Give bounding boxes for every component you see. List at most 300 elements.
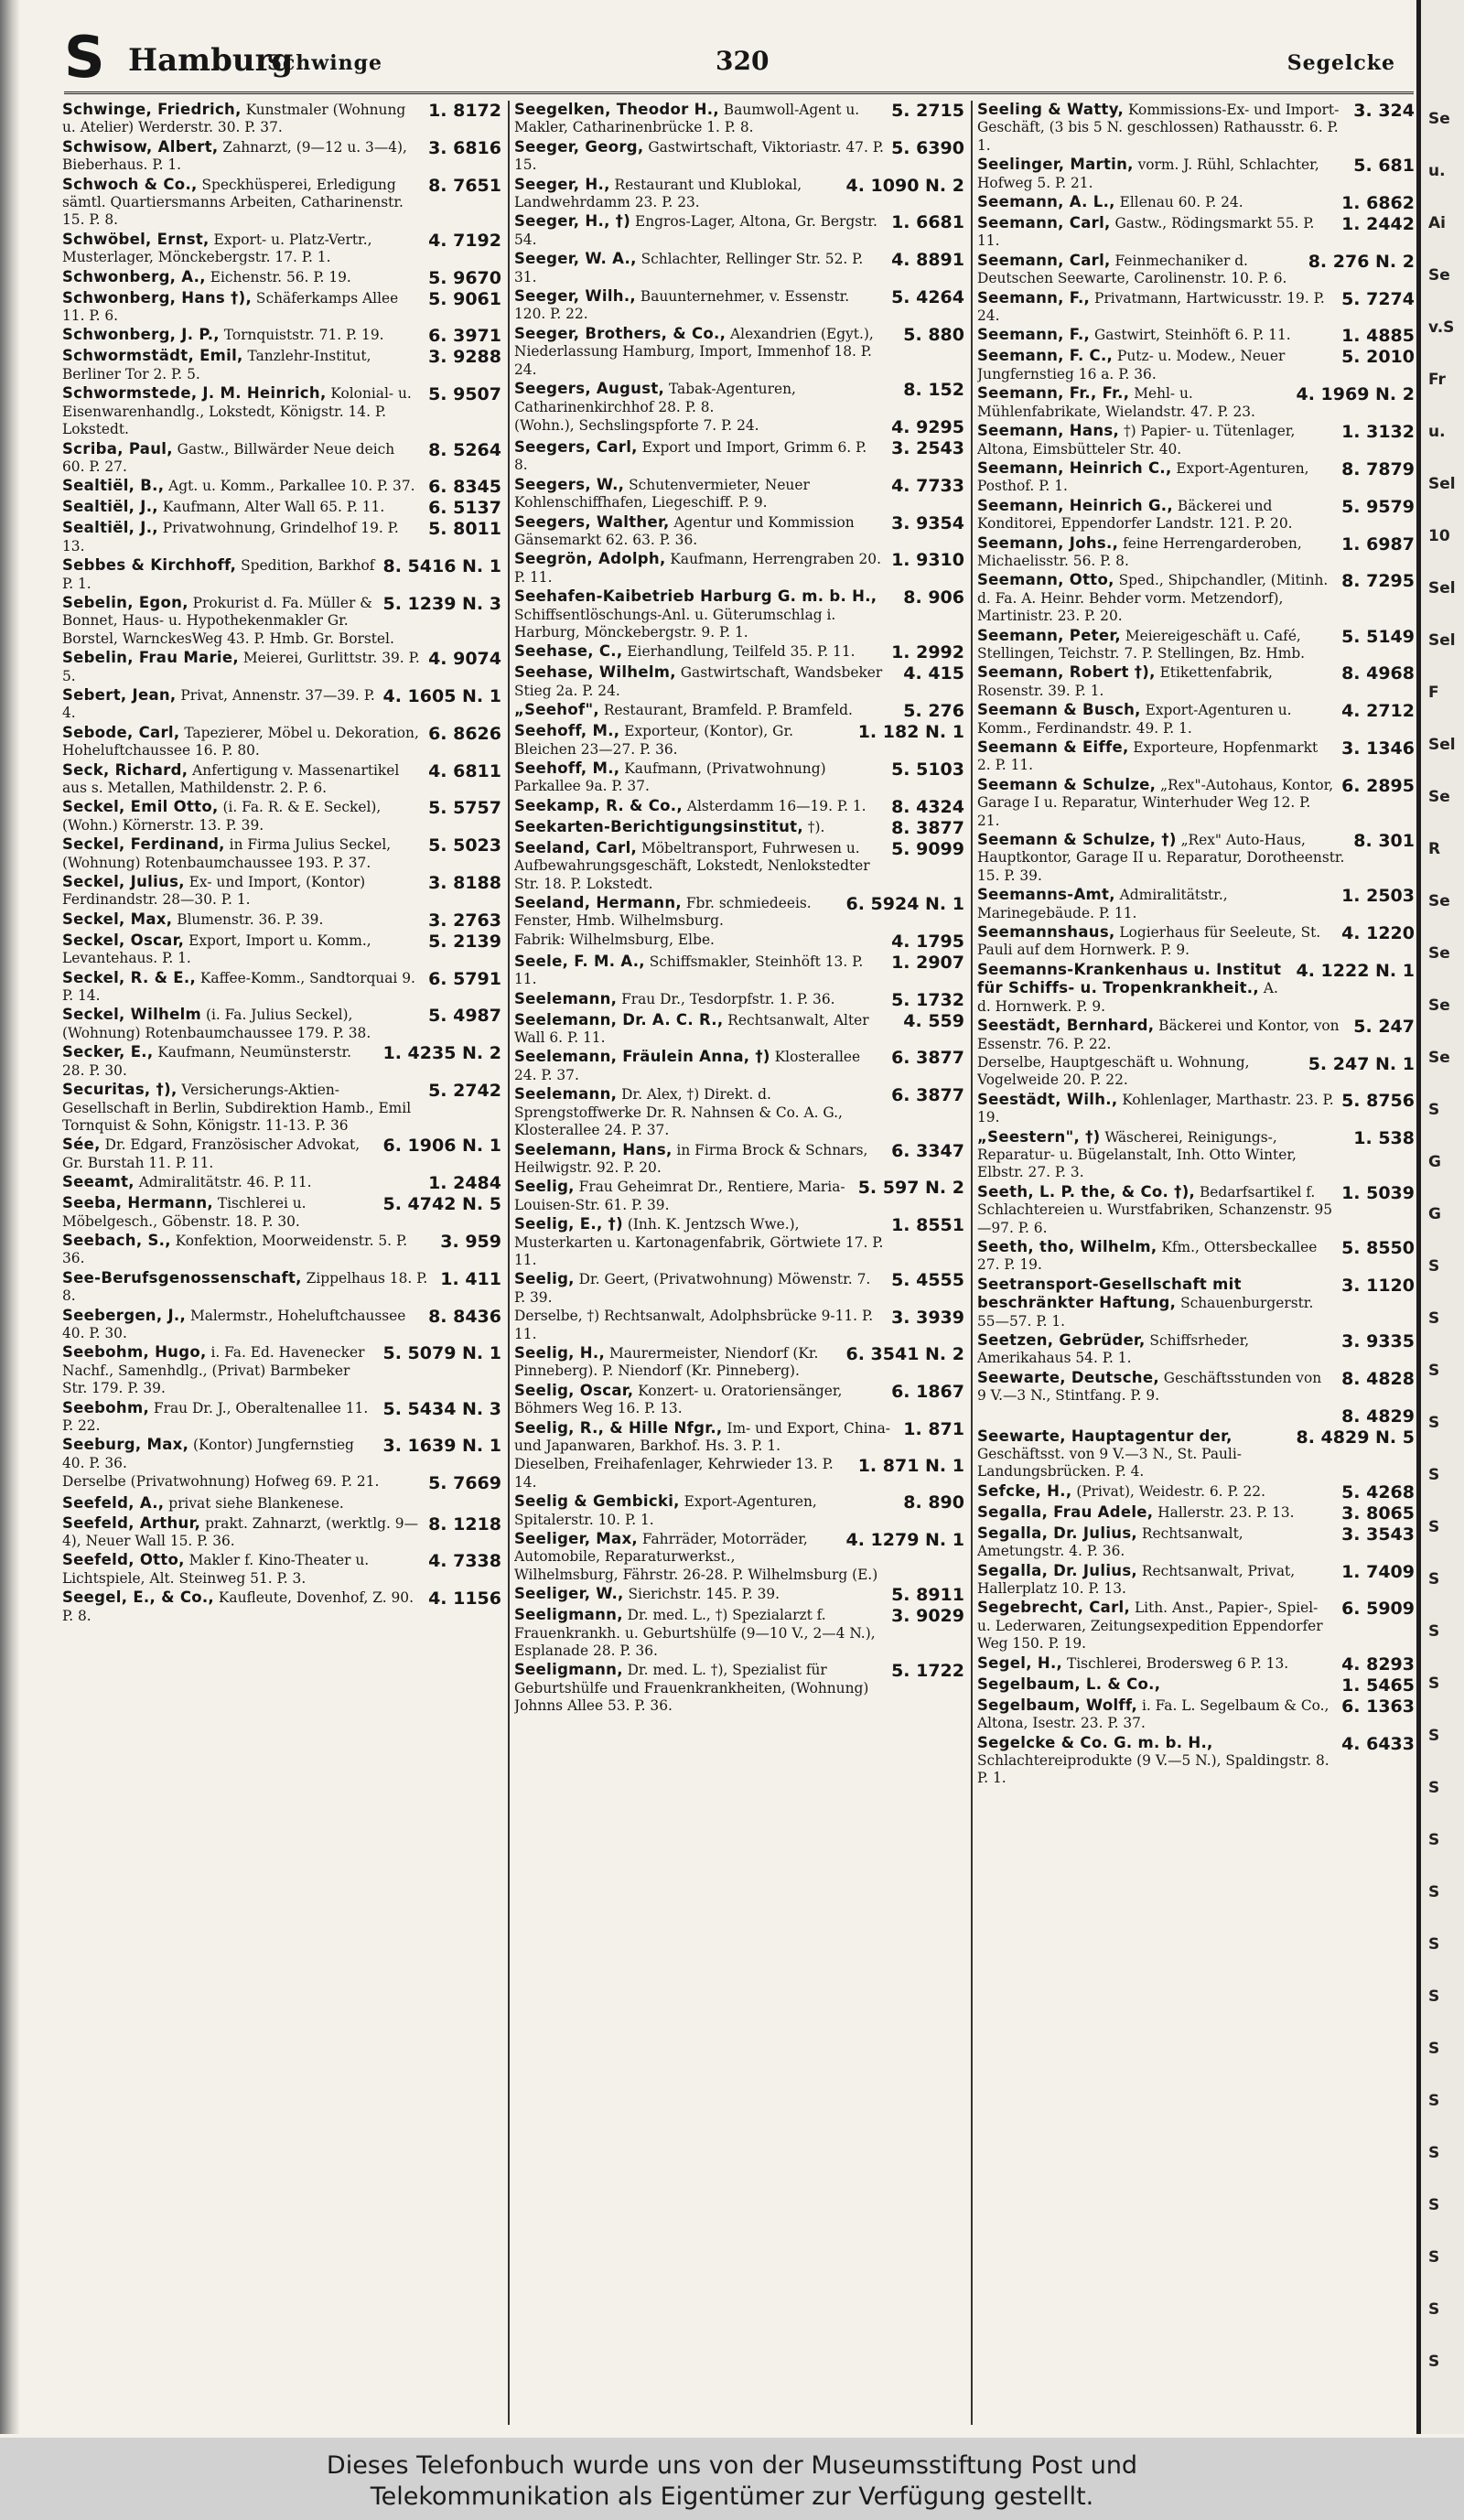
directory-entry xyxy=(62,477,501,497)
entry-name: Sebbes & Kirchhoff, xyxy=(62,556,237,575)
entry-phone: 1. 2503 xyxy=(1334,886,1415,906)
directory-entry xyxy=(514,818,964,838)
directory-entry xyxy=(977,497,1415,533)
entry-phone: 4. 1220 xyxy=(1334,923,1415,943)
entry-details: prakt. Zahnarzt, (werktlg. 9—4), Neuer Wall 15. P. 36. xyxy=(62,1514,418,1550)
first-keyword: Schwinge xyxy=(267,51,382,75)
entry-phone: 3. 2763 xyxy=(421,910,501,931)
directory-entry xyxy=(62,1043,501,1080)
directory-entry xyxy=(62,519,501,555)
entry-details: Export-Agenturen, Spitalerstr. 10. P. 1. xyxy=(514,1493,817,1528)
edge-fragment: Se xyxy=(1428,944,1450,963)
entry-name: Seefeld, Arthur, xyxy=(62,1513,201,1532)
entry-phone: 1. 8172 xyxy=(421,101,501,121)
entry-name: Seehoff, M., xyxy=(514,722,620,740)
directory-entry xyxy=(62,1343,501,1397)
entry-name: Seegers, Carl, xyxy=(514,437,638,456)
entry-name: Segalla, Frau Adele, xyxy=(977,1502,1154,1521)
entry-details: i. Fa. Ed. Havenecker Nachf., Samenhdlg., (Privat) Barmbeker Str. 179. P. 39. xyxy=(62,1344,365,1397)
entry-details: Schlachtereiprodukte (9 V.—5 N.), Spaldingstr. 8. P. 1. xyxy=(977,1751,1329,1787)
entry-phone: 3. 1639 N. 1 xyxy=(375,1436,501,1456)
edge-fragment: S xyxy=(1428,2092,1440,2110)
directory-entry xyxy=(62,1588,501,1625)
entry-name: Seele, F. M. A., xyxy=(514,952,645,970)
entry-phone: 6. 3877 xyxy=(884,1048,964,1068)
directory-entry xyxy=(977,1238,1415,1275)
directory-entry xyxy=(62,176,501,230)
entry-details: Meiereigeschäft u. Café, Stellingen, Teichstr. 7. P. Stellingen, Bz. Hmb. xyxy=(977,627,1306,662)
entry-details: Schiffsmakler, Steinhöft 13. P. 11. xyxy=(514,953,864,988)
entry-details: Schäferkamps Allee 11. P. 6. xyxy=(62,289,399,325)
entry-phone: 4. 9295 xyxy=(884,417,964,437)
entry-details: Privatmann, Hartwicusstr. 19. P. 24. xyxy=(977,289,1325,325)
entry-name: Seelemann, xyxy=(514,989,618,1007)
entry-details: Schiffsentlöschungs-Anl. u. Güterumschlag i. Harburg, Mönckebergstr. 9. P. 1. xyxy=(514,606,836,641)
directory-entry xyxy=(62,326,501,346)
entry-name: Segelcke & Co. G. m. b. H., xyxy=(977,1733,1213,1751)
edge-fragment: S xyxy=(1428,1101,1440,1119)
entry-name: Segebrecht, Carl, xyxy=(977,1599,1131,1617)
directory-entry xyxy=(977,961,1415,1016)
entry-details: Alsterdamm 16—19. P. 1. xyxy=(682,797,867,814)
entry-details: Derselbe (Privatwohnung) Hofweg 69. P. 21. xyxy=(62,1473,380,1491)
directory-entry xyxy=(514,797,964,817)
directory-entry xyxy=(977,776,1415,830)
entry-name: Seeliger, W., xyxy=(514,1585,624,1603)
entry-phone: 5. 2742 xyxy=(421,1081,501,1101)
entry-name: Seetzen, Gebrüder, xyxy=(977,1331,1146,1349)
entry-phone: 4. 8293 xyxy=(1334,1654,1415,1675)
entry-name: Seeliger, Max, xyxy=(514,1530,638,1548)
entry-phone: 6. 1906 N. 1 xyxy=(375,1136,501,1156)
entry-name: Schwöbel, Ernst, xyxy=(62,230,210,248)
entry-details: Malermstr., Hoheluftchaussee 40. P. 30. xyxy=(62,1307,406,1341)
entry-details: Fabrik: Wilhelmsburg, Elbe. xyxy=(514,931,715,948)
edge-fragment: S xyxy=(1428,1675,1440,1693)
entry-details: Putz- u. Modew., Neuer Jungfernstieg 16 a. P. 36. xyxy=(977,348,1286,382)
entry-name: Sebode, Carl, xyxy=(62,723,180,741)
entry-phone: 4. 8891 xyxy=(884,250,964,270)
entry-phone: 4. 7733 xyxy=(884,476,964,496)
entry-name: Seestädt, Wilh., xyxy=(977,1090,1118,1108)
entry-phone: 5. 5757 xyxy=(421,798,501,818)
directory-entry xyxy=(514,1492,964,1529)
directory-entry xyxy=(514,380,964,416)
directory-entry xyxy=(977,252,1415,288)
entry-name: Seeligmann, xyxy=(514,1606,623,1624)
directory-entry xyxy=(62,1194,501,1231)
entry-name: Seetransport-Gesellschaft mit beschränkter Haftung, xyxy=(977,1275,1242,1312)
entry-name: Seelig, R., & Hille Nfgr., xyxy=(514,1418,723,1437)
entry-phone: 6. 5924 N. 1 xyxy=(838,894,964,914)
entry-details: Restaurant und Klublokal, Landwehrdamm 23. P. 23. xyxy=(514,176,802,211)
entry-name: Seewarte, Deutsche, xyxy=(977,1368,1159,1386)
directory-entry xyxy=(977,1331,1415,1368)
entry-phone: 6. 1363 xyxy=(1334,1696,1415,1717)
directory-entry xyxy=(62,231,501,267)
entry-phone: 1. 6987 xyxy=(1334,534,1415,555)
entry-name: Seemann, Carl, xyxy=(977,251,1111,269)
neighbouring-page-edge xyxy=(1416,0,1464,2434)
directory-entry xyxy=(514,212,964,249)
entry-name: Segalla, Dr. Julius, xyxy=(977,1524,1138,1542)
entry-phone: 1. 5039 xyxy=(1334,1183,1415,1203)
directory-entry xyxy=(977,156,1415,192)
entry-details: Rechtsanwalt, Ametungstr. 4. P. 36. xyxy=(977,1524,1243,1560)
entry-name: Seemann, F., xyxy=(977,326,1091,344)
directory-entry xyxy=(514,438,964,475)
entry-phone: 5. 880 xyxy=(896,325,964,345)
edge-fragment: S xyxy=(1428,1570,1440,1588)
entry-name: Seckel, Max, xyxy=(62,910,173,928)
entry-details: Engros-Lager, Altona, Gr. Bergstr. 54. xyxy=(514,213,877,248)
directory-entry xyxy=(514,759,964,796)
entry-phone: 3. 324 xyxy=(1346,101,1415,121)
directory-entry xyxy=(514,250,964,286)
entry-name: Seehase, Wilhelm, xyxy=(514,663,676,682)
directory-entry xyxy=(977,627,1415,663)
entry-name: Securitas, †), xyxy=(62,1081,178,1099)
entry-name: Seegelken, Theodor H., xyxy=(514,101,719,118)
entry-phone: 1. 4235 N. 2 xyxy=(375,1043,501,1063)
entry-details: Ex- und Import, (Kontor) Ferdinandstr. 28—30. P. 1. xyxy=(62,874,366,909)
entry-name: Seehafen-Kaibetrieb Harburg G. m. b. H., xyxy=(514,587,877,606)
entry-details: „Rex"-Autohaus, Kontor, Garage I u. Reparatur, Winterhuder Weg 12. P. 21. xyxy=(977,776,1334,829)
entry-name: Seemann & Busch, xyxy=(977,701,1141,719)
entry-phone: 5. 2715 xyxy=(884,101,964,121)
entry-name: Seefeld, A., xyxy=(62,1494,165,1513)
entry-details: Export-Agenturen u. Komm., Ferdinandstr. 49. P. 1. xyxy=(977,702,1292,737)
directory-entry xyxy=(977,1675,1415,1696)
entry-name: Seelig, xyxy=(514,1178,575,1196)
entry-name: Seelig, E., †) xyxy=(514,1215,623,1233)
directory-entry xyxy=(977,214,1415,251)
entry-phone: 3. 9288 xyxy=(421,347,501,367)
entry-phone: 1. 871 N. 1 xyxy=(851,1456,964,1476)
entry-details: i. Fa. L. Segelbaum & Co., Altona, Isestr. 23. P. 37. xyxy=(977,1696,1329,1732)
entry-name: Sealtiël, J., xyxy=(62,519,158,537)
entry-name: Seckel, Wilhelm xyxy=(62,1006,202,1024)
entry-phone: 8. 4968 xyxy=(1334,663,1415,684)
entry-name: Seemanns-Amt, xyxy=(977,886,1115,904)
entry-phone: 4. 1795 xyxy=(884,932,964,952)
entry-phone: 4. 1090 N. 2 xyxy=(838,176,964,196)
entry-phone: 5. 9670 xyxy=(421,268,501,288)
entry-name: Schwonberg, A., xyxy=(62,267,206,285)
entry-details: Fbr. schmiedeeis. Fenster, Hmb. Wilhelmsburg. xyxy=(514,895,812,930)
entry-details: Schutenvermieter, Neuer Kohlenschiffhafen, Liegeschiff. P. 9. xyxy=(514,476,810,512)
directory-entry xyxy=(514,550,964,587)
entry-phone: 4. 6433 xyxy=(1334,1734,1415,1754)
directory-entry xyxy=(514,1270,964,1307)
entry-name: Seeger, Brothers, & Co., xyxy=(514,324,727,342)
entry-name: Seestädt, Bernhard, xyxy=(977,1017,1155,1035)
edge-fragment: F xyxy=(1428,684,1439,702)
directory-entry xyxy=(514,587,964,641)
entry-details: Derselbe, Hauptgeschäft u. Wohnung, Vogelweide 20. P. 22. xyxy=(977,1053,1250,1089)
entry-phone: 1. 2992 xyxy=(884,642,964,662)
entry-details: Geschäftsst. von 9 V.—3 N., St. Pauli-Landungsbrücken. P. 4. xyxy=(977,1446,1242,1481)
entry-name: Seemann, Carl, xyxy=(977,214,1111,232)
entry-name: Segelbaum, L. & Co., xyxy=(977,1675,1161,1693)
entry-details: Bedarfsartikel f. Schlachtereien u. Wurstfabriken, Schanzenstr. 95—97. P. 6. xyxy=(977,1183,1333,1236)
directory-entry xyxy=(977,1427,1415,1481)
entry-phone: 6. 8626 xyxy=(421,724,501,744)
entry-details: Schlachter, Rellinger Str. 52. P. 31. xyxy=(514,251,864,285)
directory-entry xyxy=(977,1696,1415,1733)
directory-entry xyxy=(62,1473,501,1493)
entry-phone: 1. 8551 xyxy=(884,1215,964,1235)
entry-details: (Privat), Weidestr. 6. P. 22. xyxy=(1071,1482,1265,1500)
directory-entry xyxy=(977,101,1415,155)
entry-name: Seemanns-Krankenhaus u. Institut für Schiffs- u. Tropenkrankheit., xyxy=(977,960,1282,997)
entry-name: Seemann, A. L., xyxy=(977,193,1115,211)
entry-details: Feinmechaniker d. Deutschen Seewarte, Carolinenstr. 10. P. 6. xyxy=(977,252,1287,287)
directory-entry xyxy=(977,347,1415,383)
entry-details: (i. Fa. Julius Seckel), (Wohnung) Rotenbaumchaussee 179. P. 38. xyxy=(62,1007,371,1041)
footer-banner xyxy=(0,2438,1464,2520)
entry-phone: 5. 247 xyxy=(1346,1017,1415,1037)
entry-details: Möbeltransport, Fuhrwesen u. Aufbewahrungsgeschäft, Lokstedt, Nenlokstedter Str. 18. P. Lokstedt. xyxy=(514,839,870,892)
entry-phone: 3. 959 xyxy=(433,1232,501,1252)
edge-fragment: S xyxy=(1428,2144,1440,2162)
entry-phone: 8. 4829 xyxy=(1334,1406,1415,1427)
entry-name: Seemann, Robert †), xyxy=(977,663,1156,682)
directory-entry xyxy=(62,1173,501,1193)
entry-phone: 5. 5149 xyxy=(1334,627,1415,647)
directory-entry xyxy=(62,873,501,910)
directory-entry xyxy=(62,594,501,648)
entry-details: Etikettenfabrik, Rosenstr. 39. P. 1. xyxy=(977,664,1273,699)
entry-details: Zahnarzt, (9—12 u. 3—4), Bieberhaus. P. 1. xyxy=(62,138,407,174)
directory-entry xyxy=(514,1308,964,1343)
directory-entry xyxy=(514,287,964,324)
entry-details: Admiralitätstr., Marinegebäude. P. 11. xyxy=(977,887,1228,921)
directory-entry xyxy=(514,101,964,137)
entry-details: in Firma Brock & Schnars, Heilwigstr. 92. P. 20. xyxy=(514,1141,868,1176)
entry-phone: 5. 4264 xyxy=(884,287,964,307)
edge-fragment: Sel xyxy=(1428,475,1456,493)
entry-name: Scriba, Paul, xyxy=(62,439,173,458)
entry-phone: 4. 1279 N. 1 xyxy=(838,1530,964,1550)
entry-name: Sebelin, Frau Marie, xyxy=(62,649,239,667)
directory-entry xyxy=(62,347,501,383)
entry-phone: 3. 9354 xyxy=(884,513,964,533)
entry-phone: 8. 276 N. 2 xyxy=(1301,252,1415,272)
directory-entry xyxy=(977,738,1415,775)
entry-phone: 5. 1732 xyxy=(884,990,964,1010)
entry-details: Export- u. Platz-Vertr., Musterlager, Mönckebergstr. 17. P. 1. xyxy=(62,231,372,266)
directory-entry xyxy=(62,1399,501,1436)
directory-entry xyxy=(514,513,964,550)
directory-entry xyxy=(514,417,964,437)
entry-details: Gastwirtschaft, Wandsbeker Stieg 2a. P. 24. xyxy=(514,664,883,699)
entry-details: Konfektion, Moorweidenstr. 5. P. 36. xyxy=(62,1232,408,1267)
entry-details: Export und Import, Grimm 6. P. 8. xyxy=(514,438,867,474)
entry-name: Seeba, Hermann, xyxy=(62,1194,213,1212)
entry-phone: 8. 1218 xyxy=(421,1514,501,1535)
entry-phone: 1. 2442 xyxy=(1334,214,1415,234)
entry-phone: 1. 411 xyxy=(433,1269,501,1289)
entry-name: Seckel, R. & E., xyxy=(62,968,197,986)
entry-name: Seckel, Oscar, xyxy=(62,931,185,949)
entry-phone: 4. 9074 xyxy=(421,649,501,669)
entry-details: Frau Dr., Tesdorpfstr. 1. P. 36. xyxy=(617,990,835,1007)
page-number: 320 xyxy=(716,46,770,76)
entry-name: Seelemann, Dr. A. C. R., xyxy=(514,1010,724,1028)
directory-entry xyxy=(514,1178,964,1214)
directory-entry xyxy=(62,101,501,137)
directory-entry xyxy=(514,701,964,721)
directory-entry xyxy=(62,1006,501,1042)
directory-entry xyxy=(977,571,1415,625)
entry-details: Kaufleute, Dovenhof, Z. 90. P. 8. xyxy=(62,1589,414,1624)
directory-entry xyxy=(62,686,501,723)
directory-entry xyxy=(977,534,1415,571)
last-keyword: Segelcke xyxy=(1286,51,1395,75)
directory-entry xyxy=(514,1344,964,1381)
entry-details: Kommissions-Ex- und Import-Geschäft, (3 bis 5 N. geschlossen) Rathausstr. 6. P. 1. xyxy=(977,102,1340,154)
edge-fragment: S xyxy=(1428,1935,1440,1954)
entry-phone: 6. 3347 xyxy=(884,1141,964,1161)
edge-fragment: Sel xyxy=(1428,736,1456,754)
edge-fragment: S xyxy=(1428,1831,1440,1849)
entry-phone: 4. 559 xyxy=(896,1011,964,1031)
entry-details: Makler f. Kino-Theater u. Lichtspiele, Alt. Steinweg 51. P. 3. xyxy=(62,1552,370,1587)
section-letter: S xyxy=(64,24,105,91)
directory-entry xyxy=(62,724,501,760)
entry-details: vorm. J. Rühl, Schlachter, Hofweg 5. P. 21. xyxy=(977,156,1319,191)
entry-phone: 4. 415 xyxy=(896,663,964,684)
footer-text xyxy=(0,2450,1464,2513)
entry-name: Sefcke, H., xyxy=(977,1481,1072,1500)
entry-name: Seeburg, Max, xyxy=(62,1436,189,1454)
entry-details: Schauenburgerstr. 55—57. P. 1. xyxy=(977,1295,1314,1330)
entry-phone: 8. 8436 xyxy=(421,1307,501,1327)
entry-details: Kaufmann, (Privatwohnung) Parkallee 9a. P. 37. xyxy=(514,760,826,795)
entry-details: Agentur und Kommission Gänsemarkt 62. 63. P. 36. xyxy=(514,513,855,548)
entry-phone: 3. 3543 xyxy=(1334,1524,1415,1545)
entry-name: Seemann, Hans, xyxy=(977,422,1120,440)
entry-details: Dr. Edgard, Französischer Advokat, Gr. Burstah 11. P. 11. xyxy=(62,1136,361,1171)
entry-details: Dr. med. L. †), Spezialist für Geburtshülfe und Frauenkrankheiten, (Wohnung) Johnns Allee 53. P. 36. xyxy=(514,1662,869,1715)
entry-name: Seelemann, xyxy=(514,1085,618,1104)
entry-details: Derselbe, †) Rechtsanwalt, Adolphsbrücke 9-11. P. 11. xyxy=(514,1308,874,1342)
entry-phone: 3. 8188 xyxy=(421,873,501,893)
entry-phone: 6. 3971 xyxy=(421,326,501,346)
directory-entry xyxy=(514,1011,964,1048)
entry-phone: 8. 7879 xyxy=(1334,459,1415,479)
entry-phone: 4. 1156 xyxy=(421,1588,501,1609)
edge-fragment: u. xyxy=(1428,423,1446,441)
entry-name: Sée, xyxy=(62,1136,101,1154)
directory-entry xyxy=(977,1369,1415,1405)
entry-details: Sped., Shipchandler, (Mitinh. d. Fa. A. Heinr. Behder vorm. Metzendorf), Martinistr. 23. P. 20. xyxy=(977,572,1329,625)
edge-fragment: Se xyxy=(1428,110,1450,128)
directory-entry xyxy=(977,1599,1415,1653)
entry-name: Seelemann, Fräulein Anna, †) xyxy=(514,1048,770,1066)
column-divider xyxy=(508,101,510,2425)
entry-details: Maurermeister, Niendorf (Kr. Pinneberg). P. Niendorf (Kr. Pinneberg). xyxy=(514,1344,819,1380)
entry-name: Seemann & Schulze, xyxy=(977,775,1157,793)
directory-entry xyxy=(977,1276,1415,1330)
entry-phone: 4. 1222 N. 1 xyxy=(1288,961,1415,981)
entry-phone: 5. 8550 xyxy=(1334,1238,1415,1258)
directory-entry xyxy=(977,1091,1415,1127)
entry-name: Seeland, Carl, xyxy=(514,838,638,856)
column-divider xyxy=(971,101,973,2425)
directory-entry xyxy=(62,498,501,518)
entry-phone: 8. 301 xyxy=(1346,831,1415,851)
entry-details: Kfm., Ottersbeckallee 27. P. 19. xyxy=(977,1238,1318,1274)
entry-name: Seelinger, Martin, xyxy=(977,156,1134,174)
entry-name: Seebohm, xyxy=(62,1398,150,1416)
edge-fragment: S xyxy=(1428,1622,1440,1641)
entry-name: Seeger, Georg, xyxy=(514,137,644,156)
directory-entry xyxy=(977,384,1415,421)
entry-phone: 5. 5023 xyxy=(421,835,501,856)
edge-fragment: S xyxy=(1428,1987,1440,2006)
entry-phone: 5. 9099 xyxy=(884,839,964,859)
entry-phone: 8. 4828 xyxy=(1334,1369,1415,1389)
entry-details: Tischlerei u. Möbelgesch., Göbenstr. 18. P. 30. xyxy=(62,1195,307,1230)
entry-phone: 1. 182 N. 1 xyxy=(851,722,964,742)
footer-line-2: Telekommunikation als Eigentümer zur Verfügung gestellt. xyxy=(370,2482,1094,2511)
entry-details: Restaurant, Bramfeld. P. Bramfeld. xyxy=(598,702,853,719)
entry-phone: 6. 3877 xyxy=(884,1085,964,1105)
edge-fragment: S xyxy=(1428,2196,1440,2214)
entry-name: Seekarten-Berichtigungsinstitut, xyxy=(514,817,803,835)
edge-fragment: S xyxy=(1428,1466,1440,1484)
directory-entry xyxy=(514,138,964,175)
edge-fragment: S xyxy=(1428,2040,1440,2058)
entry-name: Segelbaum, Wolff, xyxy=(977,1696,1138,1714)
entry-name: Seckel, Julius, xyxy=(62,873,185,891)
directory-entry xyxy=(62,932,501,968)
edge-fragment: Se xyxy=(1428,1049,1450,1067)
entry-name: Seckel, Emil Otto, xyxy=(62,798,219,816)
entry-details: Kunstmaler (Wohnung u. Atelier) Werderstr. 30. P. 37. xyxy=(62,102,406,136)
entry-name: Segalla, Dr. Julius, xyxy=(977,1561,1138,1579)
edge-fragment: R xyxy=(1428,840,1441,858)
directory-entry xyxy=(514,1585,964,1605)
directory-entry xyxy=(977,663,1415,700)
entry-phone: 1. 871 xyxy=(896,1419,964,1439)
entry-name: Seemann & Schulze, †) xyxy=(977,831,1177,849)
edge-fragment: u. xyxy=(1428,162,1446,180)
entry-name: Seeling & Watty, xyxy=(977,101,1125,118)
directory-entry xyxy=(62,1307,501,1343)
entry-phone: 6. 5791 xyxy=(421,969,501,989)
directory-entry xyxy=(514,1456,964,1492)
entry-details: (Wohn.), Sechslingspforte 7. P. 24. xyxy=(514,416,759,434)
entry-details: Gastw., Rödingsmarkt 55. P. 11. xyxy=(977,215,1315,250)
edge-fragment: S xyxy=(1428,2353,1440,2371)
entry-details: Sierichstr. 145. P. 39. xyxy=(623,1586,780,1603)
entry-phone: 5. 247 N. 1 xyxy=(1301,1054,1415,1074)
directory-entry xyxy=(62,440,501,477)
entry-phone: 3. 1346 xyxy=(1334,738,1415,759)
entry-phone: 5. 8911 xyxy=(884,1585,964,1605)
entry-details: Tanzlehr-Institut, Berliner Tor 2. P. 5. xyxy=(62,348,371,382)
entry-details: (Kontor) Jungfernstieg 40. P. 36. xyxy=(62,1437,354,1471)
edge-fragment: Fr xyxy=(1428,371,1446,389)
entry-details: Kaffee-Komm., Sandtorquai 9. P. 14. xyxy=(62,969,415,1005)
edge-fragment: S xyxy=(1428,1257,1440,1276)
entry-name: Seegers, Walther, xyxy=(514,512,670,531)
entry-name: Schwormstede, J. M. Heinrich, xyxy=(62,384,327,403)
entry-details: Schiffsrheder, Amerikahaus 54. P. 1. xyxy=(977,1332,1250,1367)
